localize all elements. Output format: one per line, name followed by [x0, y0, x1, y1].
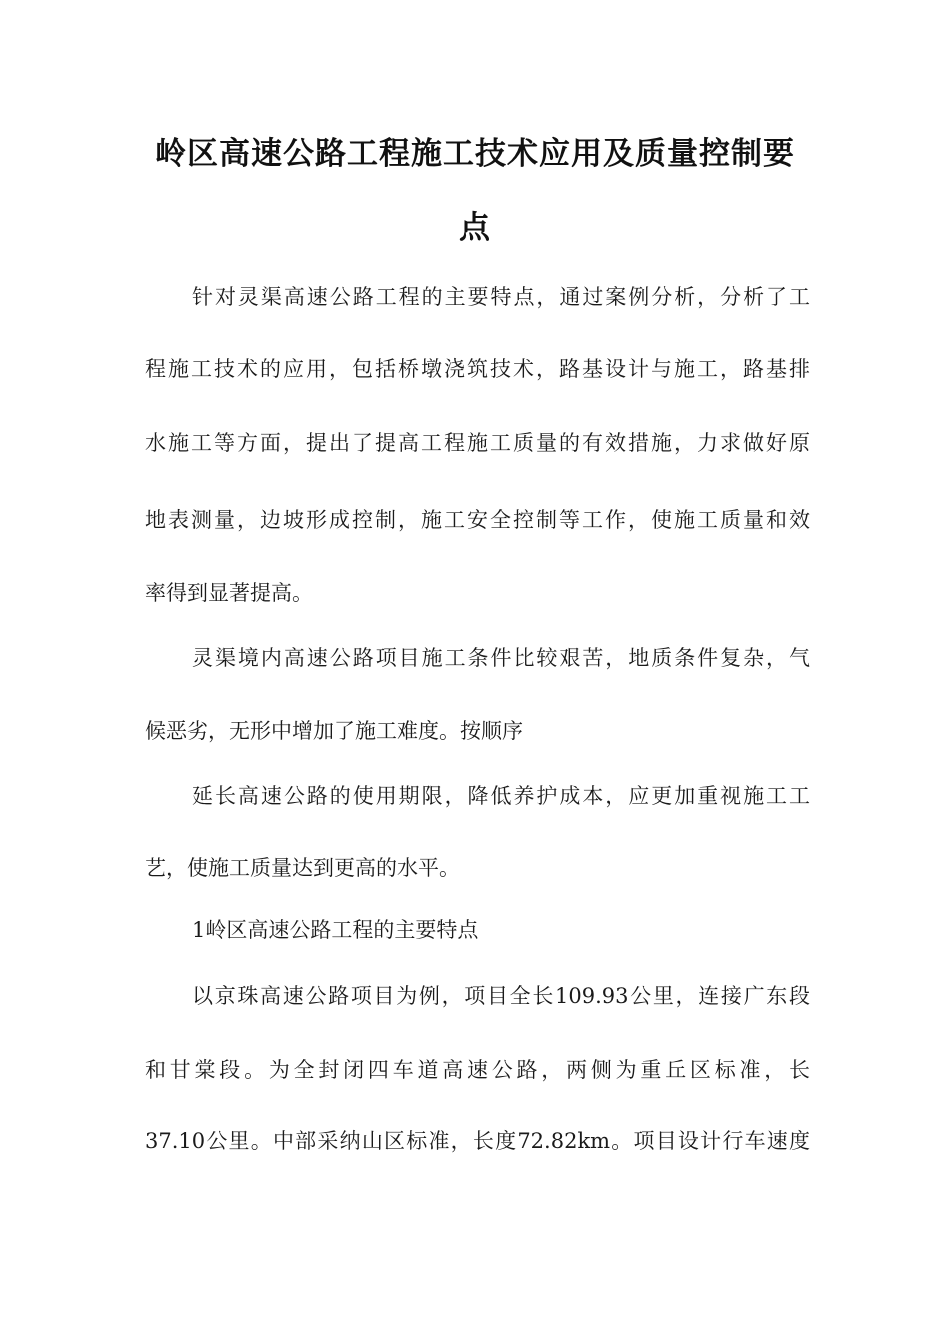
paragraph-1-line-4: 地表测量，边坡形成控制，施工安全控制等工作，使施工质量和效	[145, 508, 810, 532]
section-heading-1: 1岭区高速公路工程的主要特点	[192, 918, 479, 942]
paragraph-1-line-2: 程施工技术的应用，包括桥墩浇筑技术，路基设计与施工，路基排	[145, 357, 810, 381]
document-title-line-2: 点	[459, 210, 491, 246]
paragraph-2-line-2: 候恶劣，无形中增加了施工难度。按顺序	[145, 719, 523, 743]
paragraph-1-line-3: 水施工等方面，提出了提高工程施工质量的有效措施，力求做好原	[145, 431, 810, 455]
paragraph-3-line-1: 延长高速公路的使用期限，降低养护成本，应更加重视施工工	[192, 784, 810, 808]
paragraph-4-line-3: 37.10公里。中部采纳山区标准，长度72.82km。项目设计行车速度	[145, 1129, 810, 1153]
paragraph-1-line-5: 率得到显著提高。	[145, 581, 313, 605]
paragraph-4-line-1: 以京珠高速公路项目为例，项目全长109.93公里，连接广东段	[192, 984, 810, 1008]
paragraph-4-line-2: 和甘棠段。为全封闭四车道高速公路，两侧为重丘区标准，长	[145, 1058, 810, 1082]
paragraph-3-line-2: 艺，使施工质量达到更高的水平。	[145, 856, 460, 880]
paragraph-2-line-1: 灵渠境内高速公路项目施工条件比较艰苦，地质条件复杂，气	[192, 646, 810, 670]
document-title-line-1: 岭区高速公路工程施工技术应用及质量控制要	[155, 136, 795, 172]
paragraph-1-line-1: 针对灵渠高速公路工程的主要特点，通过案例分析，分析了工	[192, 285, 810, 309]
